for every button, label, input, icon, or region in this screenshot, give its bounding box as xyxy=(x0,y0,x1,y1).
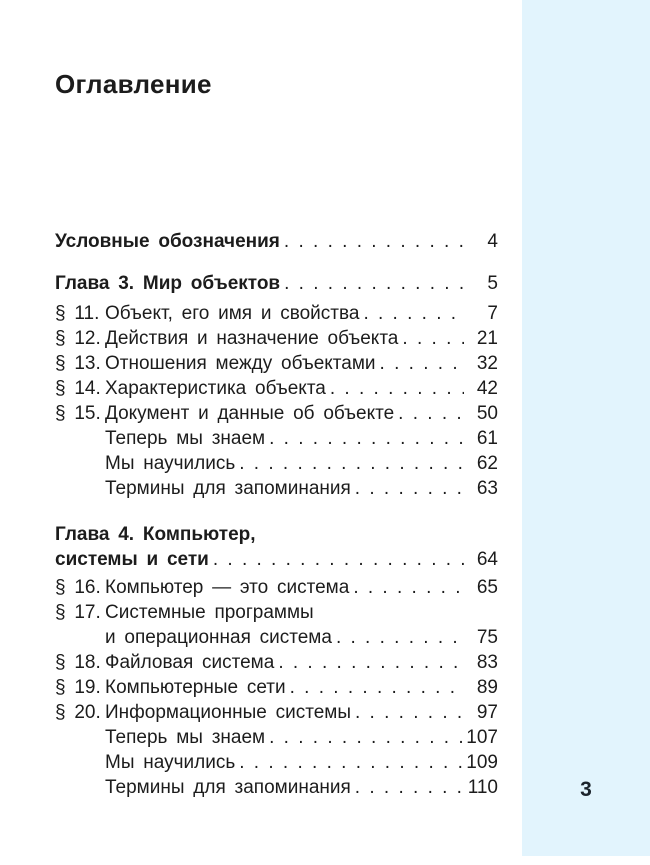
toc-entry-number: § 12. xyxy=(55,328,101,349)
toc-entry-page: 61 xyxy=(476,428,498,449)
toc-entry-page: 62 xyxy=(476,453,498,474)
toc-entry-label: Компьютерные сети xyxy=(105,677,286,698)
toc-entry-label: Глава 4. Компьютер, xyxy=(55,524,256,545)
toc-row xyxy=(55,229,498,254)
toc-entry-label: Файловая система xyxy=(105,652,275,673)
toc-leader-dots xyxy=(332,625,464,650)
toc-entry-page: 110 xyxy=(467,777,498,798)
toc-row xyxy=(55,600,498,625)
toc-leader-dots xyxy=(209,547,464,572)
toc-entry-page: 97 xyxy=(476,702,498,723)
toc-entry-page: 109 xyxy=(466,752,498,773)
toc-row xyxy=(55,700,498,725)
toc-entry-label: Системные программы xyxy=(105,602,314,623)
toc-entry-label: Теперь мы знаем xyxy=(105,428,266,449)
toc-row xyxy=(55,675,498,700)
toc-entry-number: § 18. xyxy=(55,652,101,673)
toc-row xyxy=(55,476,498,501)
toc-row xyxy=(55,625,498,650)
toc-row xyxy=(55,426,498,451)
toc-row xyxy=(55,376,498,401)
toc-row xyxy=(55,650,498,675)
toc-leader-dots xyxy=(394,401,464,426)
toc-leader-dots xyxy=(351,476,464,501)
toc-entry-label: Документ и данные об объекте xyxy=(105,403,395,424)
toc-row xyxy=(55,575,498,600)
toc-content xyxy=(55,0,498,800)
toc-entry-label: Информационные системы xyxy=(105,702,351,723)
toc-row xyxy=(55,775,498,800)
toc-entry-label: и операционная система xyxy=(105,627,332,648)
toc-leader-dots xyxy=(280,271,464,296)
toc-leader-dots xyxy=(376,351,464,376)
toc-entry-label: Объект, его имя и свойства xyxy=(105,303,360,324)
toc-row xyxy=(55,522,498,547)
toc-entry-number: § 19. xyxy=(55,677,101,698)
toc-leader-dots xyxy=(265,725,464,750)
toc-entry-page: 32 xyxy=(476,353,498,374)
toc-leader-dots xyxy=(274,650,464,675)
toc-row xyxy=(55,326,498,351)
toc-entry-page: 50 xyxy=(476,403,498,424)
toc-entry-number: § 20. xyxy=(55,702,101,723)
toc-entry-page: 4 xyxy=(487,231,498,252)
toc-leader-dots xyxy=(359,301,464,326)
toc-entry-label: Теперь мы знаем xyxy=(105,727,266,748)
toc-row xyxy=(55,451,498,476)
toc-entry-page: 75 xyxy=(476,627,498,648)
toc-row xyxy=(55,301,498,326)
toc-entry-page: 107 xyxy=(466,727,498,748)
toc-entry-number: § 16. xyxy=(55,577,101,598)
toc-entry-page: 83 xyxy=(476,652,498,673)
toc-entry-label: Отношения между объектами xyxy=(105,353,376,374)
toc-entry-label: Компьютер — это система xyxy=(105,577,350,598)
toc-row xyxy=(55,351,498,376)
toc-entry-label: Мы научились xyxy=(105,453,236,474)
toc-leader-dots xyxy=(351,775,464,800)
toc-entry-label: Мы научились xyxy=(105,752,236,773)
toc-row xyxy=(55,725,498,750)
toc-entry-page: 64 xyxy=(476,549,498,570)
toc-entry-label: Характеристика объекта xyxy=(105,378,326,399)
folio-page-number: 3 xyxy=(580,778,592,801)
table-of-contents xyxy=(55,229,498,800)
toc-entry-number: § 14. xyxy=(55,378,101,399)
toc-entry-label: Термины для запоминания xyxy=(105,478,351,499)
toc-row xyxy=(55,401,498,426)
toc-leader-dots xyxy=(265,426,464,451)
toc-entry-page: 65 xyxy=(476,577,498,598)
toc-leader-dots xyxy=(349,575,464,600)
toc-entry-page: 5 xyxy=(487,273,498,294)
toc-leader-dots xyxy=(286,675,464,700)
toc-entry-label: Действия и назначение объекта xyxy=(105,328,399,349)
toc-leader-dots xyxy=(398,326,464,351)
page-title: Оглавление xyxy=(55,69,212,99)
toc-leader-dots xyxy=(235,451,464,476)
toc-entry-page: 21 xyxy=(476,328,498,349)
toc-leader-dots xyxy=(351,700,464,725)
toc-row xyxy=(55,271,498,296)
toc-entry-page: 63 xyxy=(476,478,498,499)
toc-entry-label: Термины для запоминания xyxy=(105,777,351,798)
toc-entry-page: 42 xyxy=(476,378,498,399)
toc-entry-label: системы и сети xyxy=(55,549,209,570)
toc-entry-number: § 13. xyxy=(55,353,101,374)
toc-entry-number: § 17. xyxy=(55,602,101,623)
toc-leader-dots xyxy=(280,229,464,254)
toc-leader-dots xyxy=(235,750,464,775)
toc-entry-page: 89 xyxy=(476,677,498,698)
toc-entry-label: Условные обозначения xyxy=(55,231,280,252)
toc-entry-number: § 15. xyxy=(55,403,101,424)
toc-entry-label: Глава 3. Мир объектов xyxy=(55,273,281,294)
toc-entry-page: 7 xyxy=(487,303,498,324)
toc-leader-dots xyxy=(326,376,464,401)
toc-row xyxy=(55,750,498,775)
right-stripe xyxy=(522,0,650,856)
toc-entry-number: § 11. xyxy=(55,303,100,324)
toc-row xyxy=(55,547,498,572)
